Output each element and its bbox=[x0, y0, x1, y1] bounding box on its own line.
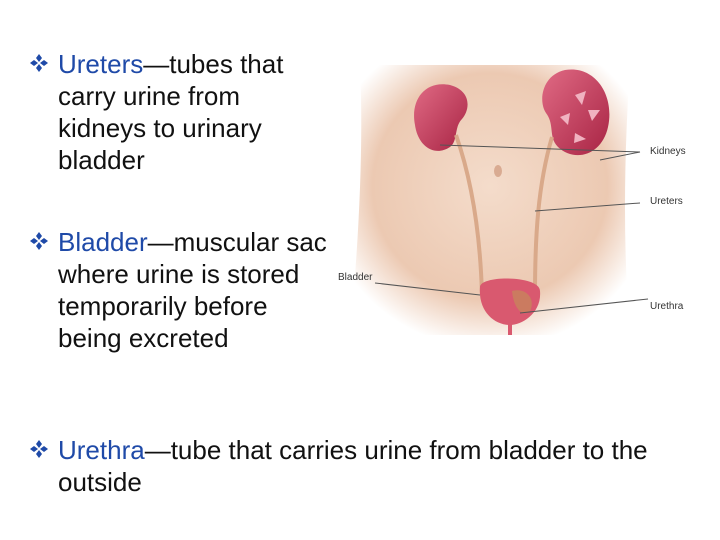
term-ureters: Ureters bbox=[58, 49, 144, 79]
navel-mark bbox=[494, 165, 502, 177]
bullet-text bbox=[58, 226, 328, 354]
label-urethra: Urethra bbox=[650, 301, 684, 312]
definition-urethra: —tube that carries urine from bladder to the outside bbox=[58, 435, 648, 497]
term-urethra: Urethra bbox=[58, 435, 145, 465]
diamond-bullet-icon bbox=[28, 226, 58, 257]
bullet-urethra bbox=[28, 434, 688, 498]
urinary-system-drawing bbox=[330, 55, 700, 340]
term-bladder: Bladder bbox=[58, 227, 148, 257]
label-bladder: Bladder bbox=[338, 272, 373, 283]
bullet-bladder bbox=[28, 226, 328, 354]
bullet-text bbox=[58, 48, 328, 176]
diamond-bullet-icon bbox=[28, 434, 58, 465]
bullet-ureters bbox=[28, 48, 328, 176]
definition-ureters: —tubes that carry urine from kidneys to urinary bladder bbox=[58, 49, 284, 175]
definition-bladder: —muscular sac where urine is stored temporarily before being excreted bbox=[58, 227, 327, 353]
label-kidneys: Kidneys bbox=[650, 146, 686, 157]
urinary-system-illustration bbox=[330, 55, 700, 340]
bullet-text bbox=[58, 434, 688, 498]
diamond-bullet-icon bbox=[28, 48, 58, 79]
label-ureters: Ureters bbox=[650, 196, 683, 207]
